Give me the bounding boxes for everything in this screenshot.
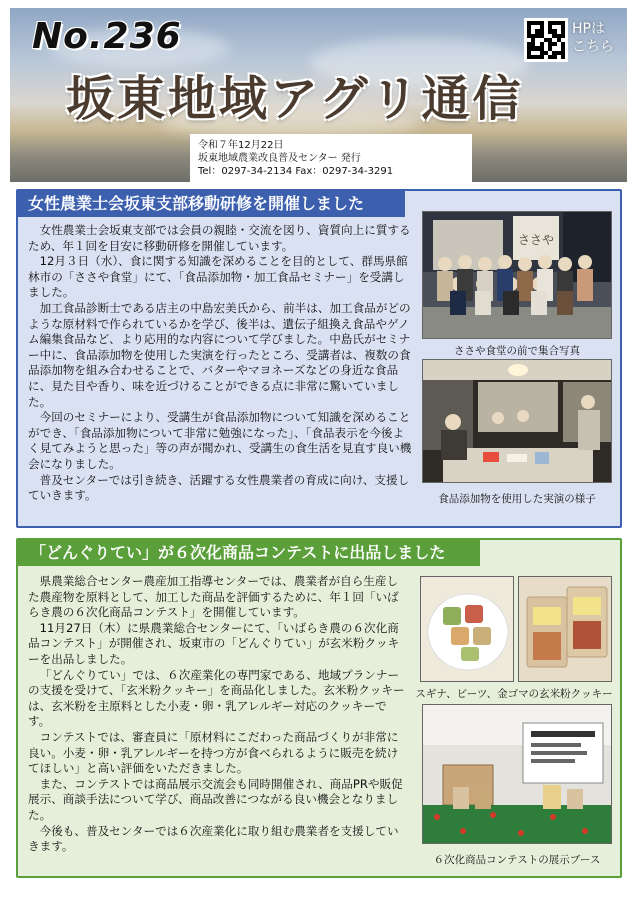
- paragraph: 12月３日（水）、食に関する知識を深めることを目的として、群馬県館林市の「ささや食堂」にて、「食品添加物・加工食品セミナー」を受講しました。: [28, 254, 408, 300]
- paragraph: 今回のセミナーにより、受講生が食品添加物について知識を深めることができ、「食品添加物について非常に勉強になった」、「食品表示を今後よく見てみようと思った」等の声が聞かれ、受講生の食生活を見直す良い機会になりました。: [28, 410, 412, 471]
- paragraph: 女性農業士会坂東支部では会員の親睦・交流を図り、資質向上に質するため、年１回を目安に移動研修を開催しています。: [28, 223, 411, 253]
- shop-sign-text: ささや: [517, 233, 555, 247]
- header-banner: [10, 8, 627, 182]
- seminar-photo-illustration: [423, 360, 612, 483]
- article-title: 女性農業士会坂東支部移動研修を開催しました: [18, 191, 405, 217]
- publisher: 坂東地域農業改良普及センター 発行: [198, 153, 361, 164]
- paragraph: 県農業総合センター農産加工指導センターでは、農業者が自ら生産した農産物を原料として、加工した商品を評価するために、年１回「いばらき農の６次化商品コンテスト」を開催しています。: [28, 574, 399, 620]
- cookie-plate-illustration: [421, 577, 514, 682]
- issue-info-box: [190, 134, 472, 182]
- seminar-photo: [422, 359, 612, 483]
- photo-caption: 食品添加物を使用した実演の様子: [438, 493, 596, 505]
- article-product-contest: [16, 538, 622, 878]
- group-photo-illustration: [423, 212, 612, 339]
- qr-module: [561, 55, 565, 59]
- paragraph: 加工食品診断士である店主の中島宏美氏から、前半は、加工食品がどのような原材料で作られているかを学び、後半は、遺伝子組換え食品やゲノム編集食品など、より応用的な内容について学びました。中島氏がセミナー中に、食品添加物を使用した実演を行ったところ、受講者は、複数の食品添加物を組み合わせることで、バターやマヨネーズなどの身近な食品に、見た目や香り、味を近づけることができる点に非常に驚いていました。: [28, 300, 411, 409]
- paragraph: 11月27日（木）に県農業総合センターにて、「いばらき農の６次化商品コンテスト」が開催され、坂東市の「どんぐりてい」が玄米粉クッキーを出品しました。: [28, 620, 400, 666]
- article-body: [28, 223, 414, 504]
- newsletter-title: 坂東地域アグリ通信: [66, 71, 524, 127]
- paragraph: 「どんぐりてい」では、６次産業化の専門家である、地域プランナーの支援を受けて、「玄米粉クッキー」を商品化しました。玄米粉クッキーは、玄米粉を主原料とした小麦・卵・乳アレルギー対応のクッキーです。: [28, 667, 405, 729]
- paragraph: 今後も、普及センターでは６次産業化に取り組む農業者を支援していきます。: [28, 823, 399, 854]
- homepage-link[interactable]: HPは こちら: [572, 21, 614, 55]
- paragraph: また、コンテストでは商品展示交流会も同時開催され、商品PRや販促展示、商談手法について学び、商品改善につながる良い機会となりました。: [28, 776, 403, 822]
- booth-illustration: [423, 705, 612, 844]
- cookie-package-illustration: [519, 577, 612, 682]
- photo-caption: ささや食堂の前で集合写真: [454, 345, 580, 357]
- article-body: [28, 574, 406, 855]
- photo-caption: ６次化商品コンテストの展示ブース: [433, 854, 601, 866]
- photo-caption: スギナ、ビーツ、金ゴマの玄米粉クッキー: [415, 688, 613, 700]
- article-title: 「どんぐりてい」が６次化商品コンテストに出品しました: [18, 540, 480, 566]
- contact-info: Tel：0297-34-2134 Fax：0297-34-3291: [198, 166, 394, 177]
- cookie-photo: [420, 576, 514, 682]
- issue-date: 令和７年12月22日: [198, 140, 284, 151]
- paragraph: コンテストでは、審査員に「原材料にこだわった商品づくりが非常に良い。小麦・卵・乳アレルギーを持つ方が食べられるように販売を続けてほしい」と高い評価をいただきました。: [28, 729, 399, 776]
- qr-code-icon[interactable]: [524, 18, 568, 62]
- issue-number: No.236: [32, 16, 182, 57]
- booth-photo: [422, 704, 612, 844]
- article-women-farmers: [16, 189, 622, 528]
- paragraph: 普及センターでは引き続き、活躍する女性農業者の育成に向け、支援していきます。: [28, 472, 410, 503]
- cookie-package-photo: [518, 576, 612, 682]
- group-photo: [422, 211, 612, 339]
